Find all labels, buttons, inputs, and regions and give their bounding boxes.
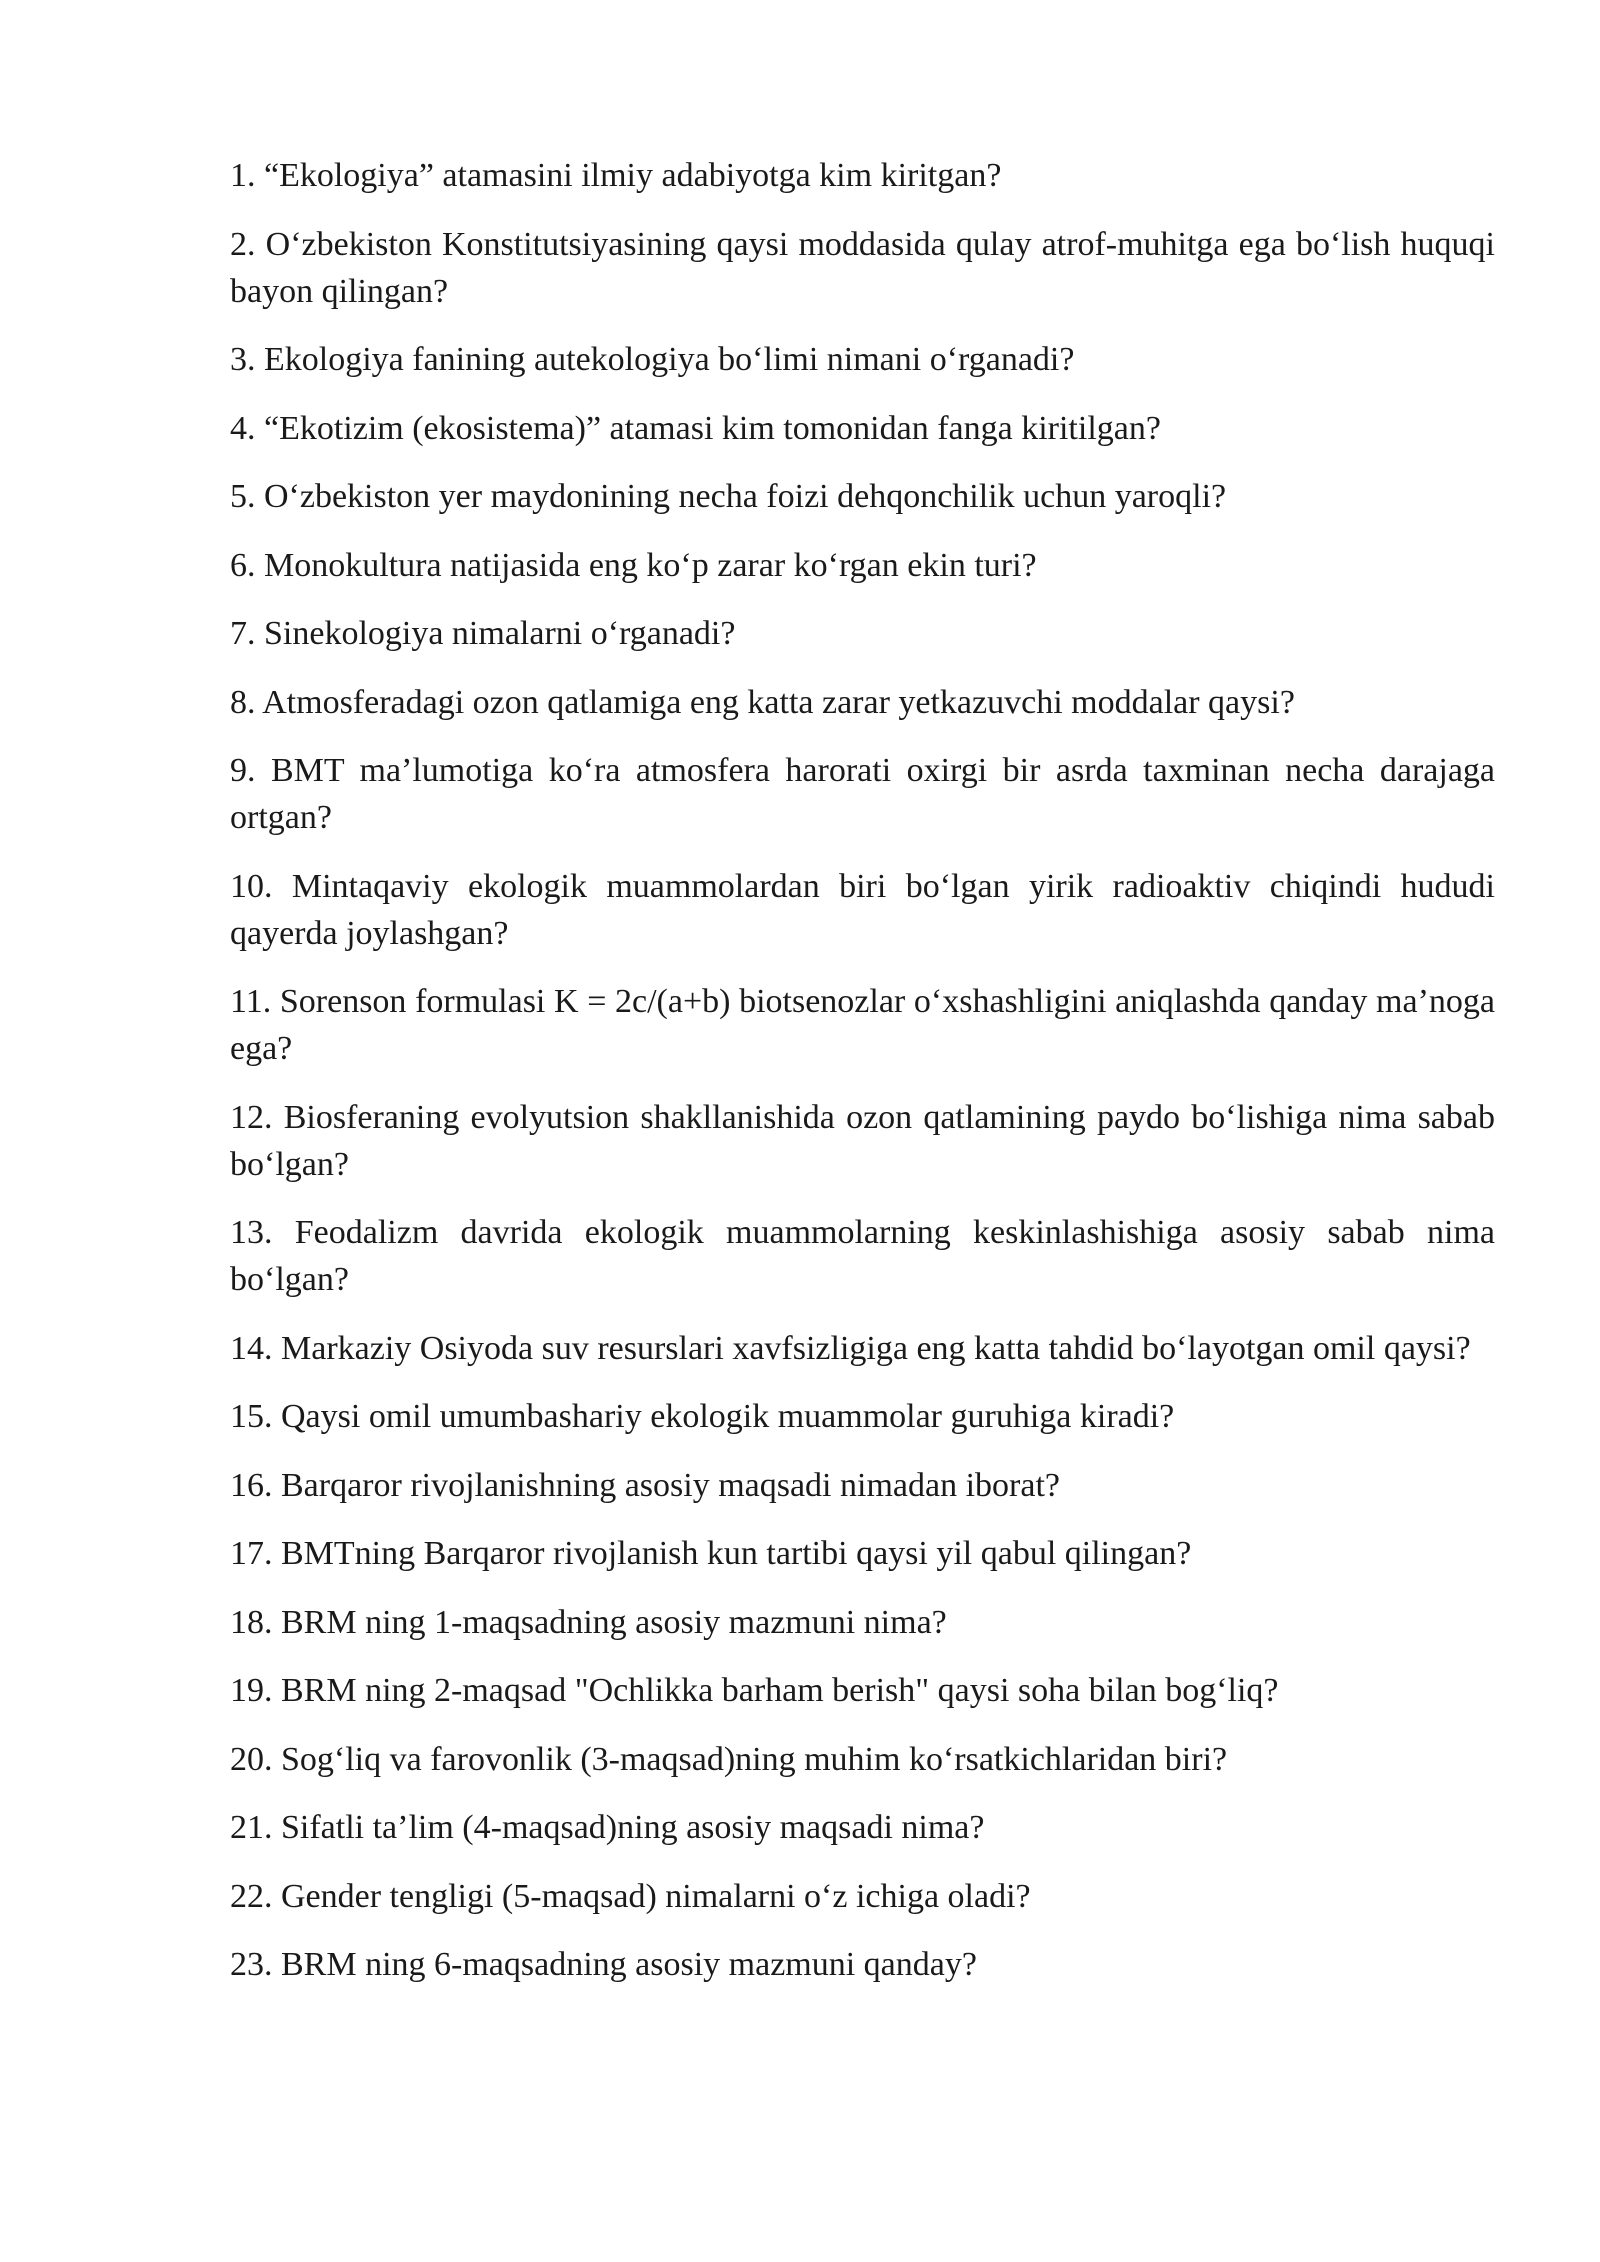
question-item: 8. Atmosferadagi ozon qatlamiga eng katta zarar yetkazuvchi moddalar qaysi? bbox=[230, 683, 1295, 721]
question-item: 7. Sinekologiya nimalarni o‘rganadi? bbox=[230, 615, 736, 652]
question-item: 11. Sorenson formulasi K = 2c/(a+b) biotsenozlar o‘xshashligini aniqlashda qanday ma’noga ega? bbox=[230, 983, 1495, 1067]
question-item: 9. BMT ma’lumotiga ko‘ra atmosfera harorati oxirgi bir asrda taxminan necha darajaga ortgan? bbox=[230, 752, 1495, 836]
question-item: 5. O‘zbekiston yer maydonining necha foizi dehqonchilik uchun yaroqli? bbox=[230, 478, 1227, 515]
question-list bbox=[230, 152, 1495, 2010]
question-item: 22. Gender tengligi (5-maqsad) nimalarni o‘z ichiga oladi? bbox=[230, 1877, 1031, 1915]
question-item: 10. Mintaqaviy ekologik muammolardan biri bo‘lgan yirik radioaktiv chiqindi hududi qayerda joylashgan? bbox=[230, 867, 1495, 952]
question-item: 15. Qaysi omil umumbashariy ekologik muammolar guruhiga kiradi? bbox=[230, 1398, 1175, 1435]
question-item: 4. “Ekotizim (ekosistema)” atamasi kim tomonidan fanga kiritilgan? bbox=[230, 409, 1161, 447]
question-item: 1. “Ekologiya” atamasini ilmiy adabiyotga kim kiritgan? bbox=[230, 157, 1002, 194]
question-item: 3. Ekologiya fanining autekologiya bo‘limi nimani o‘rganadi? bbox=[230, 341, 1075, 378]
question-item: 2. O‘zbekiston Konstitutsiyasining qaysi moddasida qulay atrof-muhitga ega bo‘lish huquqi bayon qilingan? bbox=[230, 225, 1495, 310]
question-item: 19. BRM ning 2-maqsad "Ochlikka barham berish" qaysi soha bilan bog‘liq? bbox=[230, 1672, 1279, 1709]
question-item: 13. Feodalizm davrida ekologik muammolarning keskinlashishiga asosiy sabab nima bo‘lgan? bbox=[230, 1214, 1495, 1298]
question-item: 23. BRM ning 6-maqsadning asosiy mazmuni qanday? bbox=[230, 1946, 977, 1983]
question-item: 18. BRM ning 1-maqsadning asosiy mazmuni nima? bbox=[230, 1603, 947, 1641]
question-item: 12. Biosferaning evolyutsion shakllanishida ozon qatlamining paydo bo‘lishiga nima sabab bo‘lgan? bbox=[230, 1098, 1495, 1183]
question-item: 6. Monokultura natijasida eng ko‘p zarar ko‘rgan ekin turi? bbox=[230, 546, 1037, 584]
question-item: 17. BMTning Barqaror rivojlanish kun tartibi qaysi yil qabul qilingan? bbox=[230, 1535, 1192, 1572]
question-item: 20. Sog‘liq va farovonlik (3-maqsad)ning muhim ko‘rsatkichlaridan biri? bbox=[230, 1740, 1228, 1778]
question-item: 21. Sifatli ta’lim (4-maqsad)ning asosiy maqsadi nima? bbox=[230, 1809, 985, 1846]
question-item: 14. Markaziy Osiyoda suv resurslari xavfsizligiga eng katta tahdid bo‘layotgan omil qaysi? bbox=[230, 1329, 1471, 1367]
question-item: 16. Barqaror rivojlanishning asosiy maqsadi nimadan iborat? bbox=[230, 1466, 1060, 1504]
